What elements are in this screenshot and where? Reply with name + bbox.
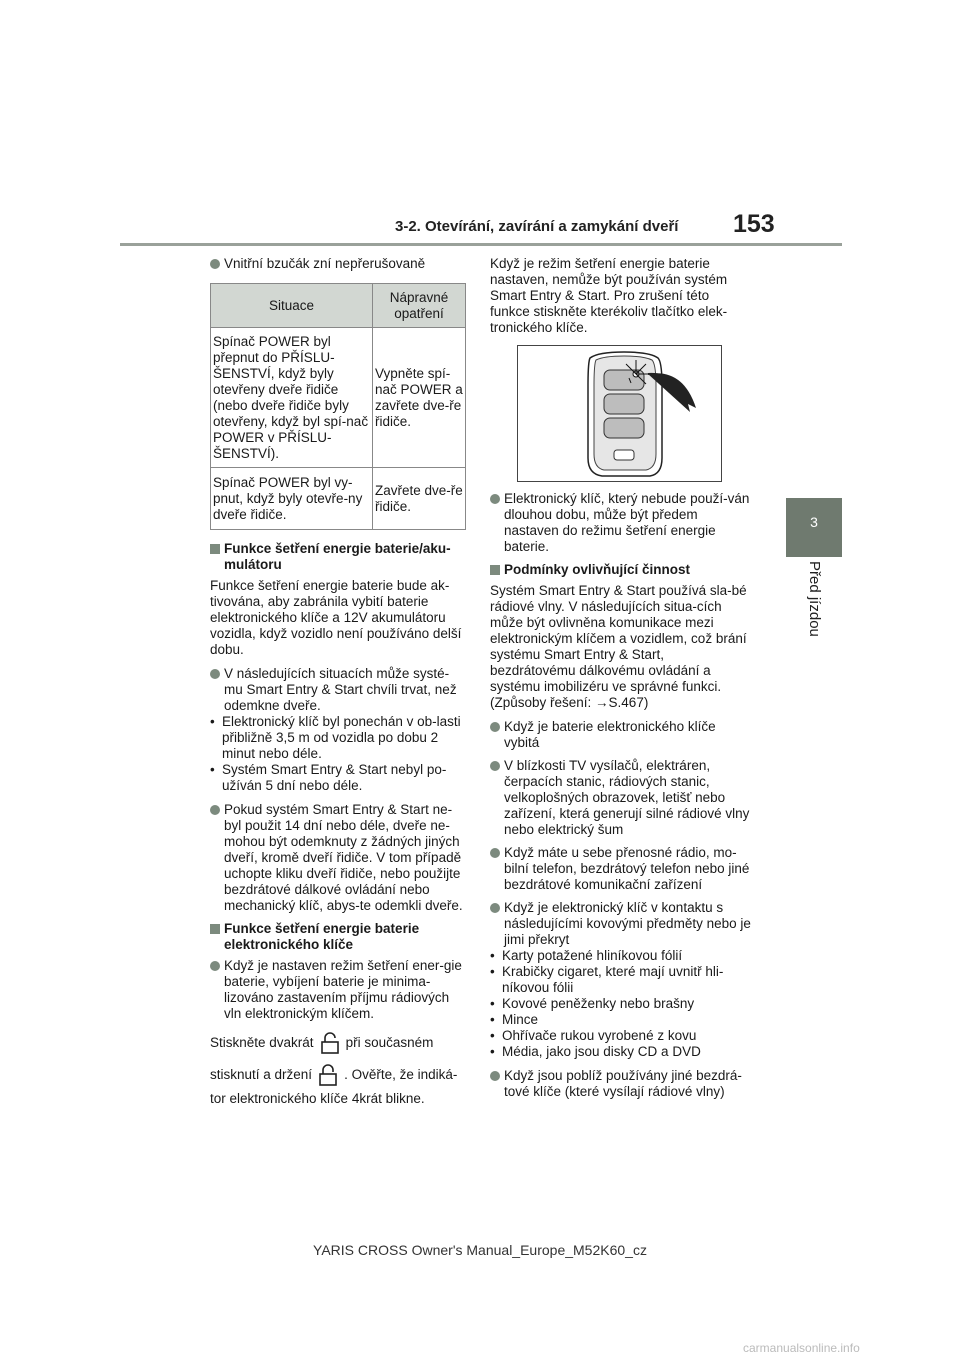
bullet-dot-icon [210, 259, 220, 269]
list-item: • Mince [490, 1012, 752, 1028]
paragraph: tor elektronického klíče 4krát blikne. [210, 1091, 425, 1106]
instruction-line [210, 1061, 466, 1089]
bullet-item [210, 256, 466, 272]
electronic-key-icon [518, 346, 723, 483]
bullet-text: Když je baterie elektronického klíče vybitá [504, 719, 716, 750]
bullet-item [490, 900, 752, 948]
chapter-label-text: Před jízdou [806, 561, 823, 637]
subheading [210, 541, 466, 573]
bullet-item [210, 802, 466, 914]
subheading-text: Funkce šetření energie baterie/aku-mulátoru [224, 541, 451, 572]
table-header-row [211, 284, 466, 328]
situation-table [210, 283, 466, 530]
paragraph: Funkce šetření energie baterie bude ak-tivována, aby zabránila vybití baterie elektronického klíče a 12V akumulátoru vozidla, když vozidlo není používáno delší dobu. [210, 578, 462, 657]
table-cell: Vypněte spí-nač POWER a zavřete dve-ře řidiče. [373, 328, 466, 468]
bullet-dot-icon [490, 494, 500, 504]
list-item: • Média, jako jsou disky CD a DVD [490, 1044, 752, 1060]
chapter-label [786, 561, 842, 641]
header-divider [120, 243, 842, 246]
instruction-text: stisknutí a držení [210, 1067, 313, 1082]
sub-list [490, 948, 752, 1060]
bullet-text: Když máte u sebe přenosné rádio, mo-bilní telefon, bezdrátový telefon nebo jiné bezdrátové komunikační zařízení [504, 845, 750, 892]
table-cell: Spínač POWER byl přepnut do PŘÍSLU-ŠENSTVÍ, když byly otevřeny dveře řidiče (nebo dveře řidiče byly otevřeny, když byl spí-nač POWER v PŘÍSLU-ŠENSTVÍ). [211, 328, 373, 468]
table-cell: Spínač POWER byl vy-pnut, když byly otevře-ny dveře řidiče. [211, 468, 373, 530]
lock-button-icon [320, 1032, 340, 1054]
table-row [211, 468, 466, 530]
section-title: 3-2. Otevírání, zavírání a zamykání dveří [395, 218, 679, 235]
subheading-text: Podmínky ovlivňující činnost [504, 562, 691, 577]
bullet-text: V blízkosti TV vysílačů, elektráren, čerpacích stanic, rádiových stanic, velkoplošných obrazovek, letišť nebo zařízení, která generují silné rádiové vlny nebo elektrický šum [504, 758, 750, 837]
bullet-dot-icon [210, 669, 220, 679]
paragraph: Když je režim šetření energie baterie nastaven, nemůže být používán systém Smart Entry & Start. Pro zrušení této funkce stiskněte kterékoliv tlačítko elek-tronického klíče. [490, 256, 728, 335]
bullet-dot-icon [490, 903, 500, 913]
paragraph: Systém Smart Entry & Start používá sla-bé rádiové vlny. V následujících situa-cích může být ovlivněna komunikace mezi elektronickým klíčem a vozidlem, což brání systému Smart Entry & Start, bezdrátovému dálkovému ovládání a systému imobilizéru ve správné funkci. (Způsoby řešení: →S.467) [490, 583, 747, 710]
sub-list [210, 714, 466, 794]
list-item: • Ohřívače rukou vyrobené z kovu [490, 1028, 752, 1044]
bullet-dot-icon [210, 961, 220, 971]
table-header-cell: Situace [211, 284, 373, 328]
square-bullet-icon [210, 544, 220, 554]
subheading-text: Funkce šetření energie baterie elektronického klíče [224, 921, 420, 952]
bullet-item [490, 1068, 752, 1100]
bullet-item [490, 758, 752, 838]
bullet-item [490, 845, 752, 893]
list-item: • Karty potažené hliníkovou fólií [490, 948, 752, 964]
unlock-button-icon [318, 1064, 338, 1086]
bullet-text: Když je nastaven režim šetření ener-gie baterie, vybíjení baterie je minima-lizováno zastavením příjmu rádiových vln elektronickým klíčem. [224, 958, 462, 1021]
bullet-dot-icon [490, 1071, 500, 1081]
bullet-item [210, 666, 466, 714]
bullet-item [210, 958, 466, 1022]
right-column [490, 256, 752, 1107]
list-item: • Systém Smart Entry & Start nebyl po-užíván 5 dní nebo déle. [210, 762, 466, 794]
table-row [211, 328, 466, 468]
list-item: • Kovové peněženky nebo brašny [490, 996, 752, 1012]
subheading [490, 562, 752, 578]
list-item: • Elektronický klíč byl ponechán v ob-lasti přibližně 3,5 m od vozidla po dobu 2 minut nebo déle. [210, 714, 466, 762]
table-header-cell: Nápravné opatření [373, 284, 466, 328]
bullet-text: Pokud systém Smart Entry & Start ne-byl použit 14 dní nebo déle, dveře ne-mohou být odemknuty z žádných jiných dveří, kromě dveří řidiče. V tom případě uchopte kliku dveří řidiče, nebo použijte bezdrátové dálkové ovládání nebo mechanický klíč, abys-te odemkli dveře. [224, 802, 463, 913]
instruction-text: při současném [345, 1035, 434, 1050]
list-item: • Krabičky cigaret, které mají uvnitř hli-níkovou fólii [490, 964, 752, 996]
footer-text: YARIS CROSS Owner's Manual_Europe_M52K60_cz [313, 1242, 647, 1258]
chapter-tab: 3 [786, 498, 842, 557]
bullet-dot-icon [490, 848, 500, 858]
left-column [210, 256, 466, 1115]
square-bullet-icon [490, 565, 500, 575]
instruction-text: . Ověřte, že indiká- [344, 1067, 458, 1082]
instruction-text: Stiskněte dvakrát [210, 1035, 314, 1050]
bullet-text: Když jsou poblíž používány jiné bezdrá-tové klíče (které vysílají rádiové vlny) [504, 1068, 742, 1099]
bullet-text: Vnitřní bzučák zní nepřerušovaně [224, 256, 426, 271]
bullet-text: V následujících situacích může systé-mu Smart Entry & Start chvíli trvat, než odemkne dveře. [224, 666, 457, 713]
bullet-text: Elektronický klíč, který nebude použí-ván dlouhou dobu, může být předem nastaven do režimu šetření energie baterie. [504, 491, 750, 554]
page-number: 153 [733, 210, 775, 238]
key-fob-illustration [517, 345, 722, 482]
subheading [210, 921, 466, 953]
bullet-text: Když je elektronický klíč v kontaktu s následujícími kovovými předměty nebo je jimi překryt [504, 900, 751, 947]
square-bullet-icon [210, 924, 220, 934]
instruction-line [210, 1029, 466, 1057]
table-cell: Zavřete dve-ře řidiče. [373, 468, 466, 530]
bullet-dot-icon [490, 761, 500, 771]
watermark: carmanualsonline.info [743, 1341, 860, 1355]
bullet-item [490, 491, 752, 555]
bullet-item [490, 719, 752, 751]
bullet-dot-icon [490, 722, 500, 732]
bullet-dot-icon [210, 805, 220, 815]
